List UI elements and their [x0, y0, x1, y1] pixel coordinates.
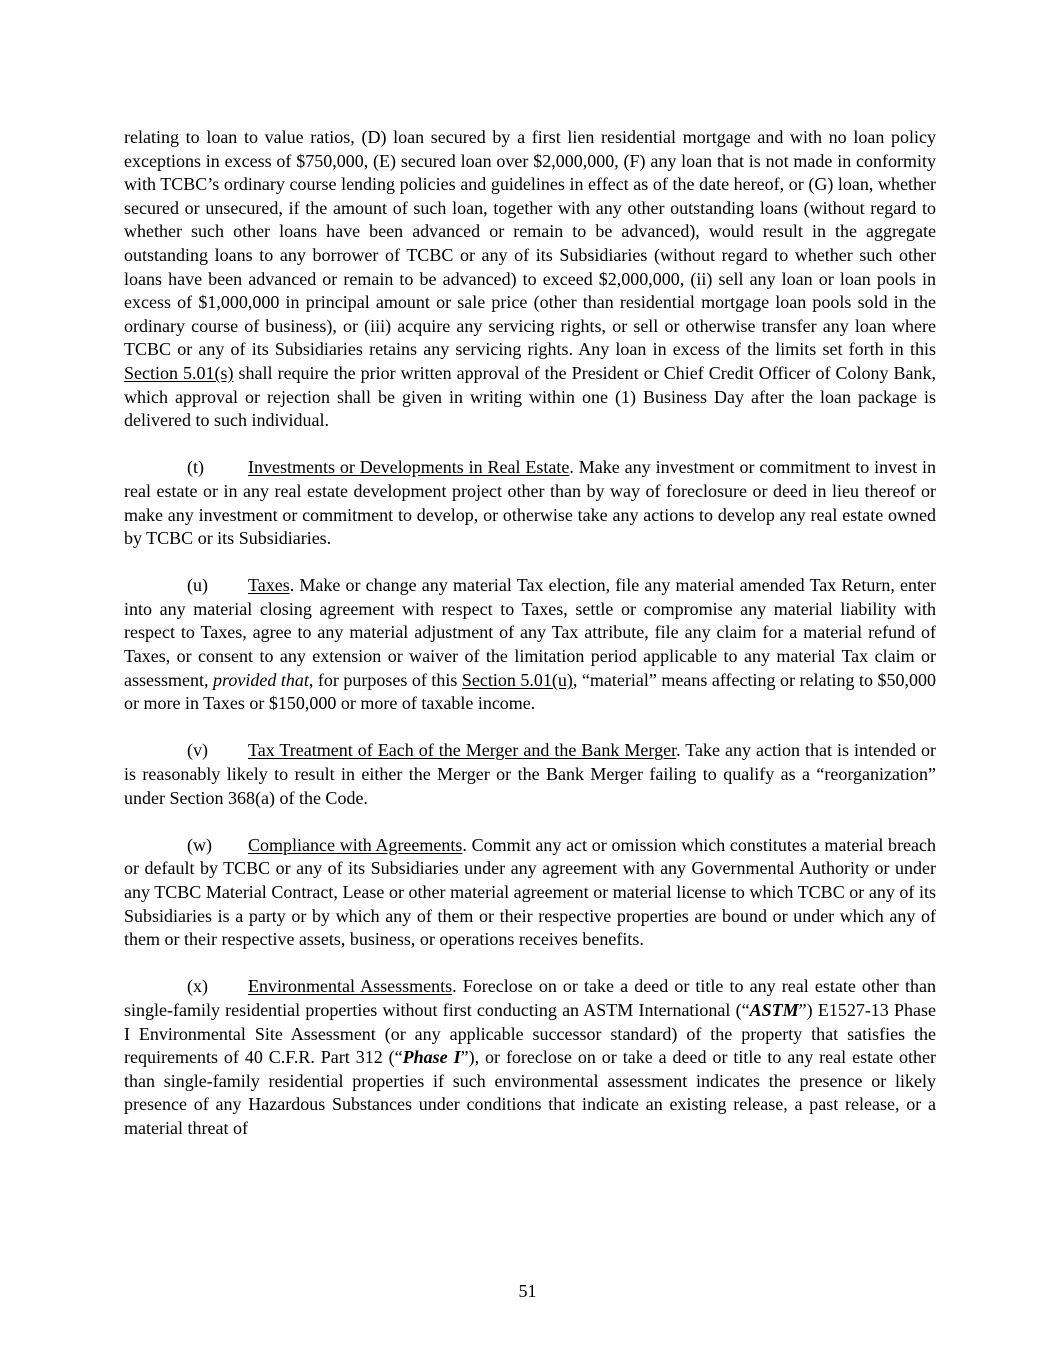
page-number: 51: [518, 1281, 537, 1301]
paragraph-text: shall require the prior written approval of the President or Chief Credit Officer of Colony Bank, which approval or rejection shall be given in writing within one (1) Business Day after the loan package is delivered to such individual.: [124, 362, 936, 431]
paragraph-label: (u): [187, 575, 208, 596]
paragraph-s-continued: [124, 126, 936, 433]
paragraph-text: . Foreclose on or take a deed or title to any real estate other than single-family residential properties without first conducting an ASTM International (“: [124, 976, 937, 1020]
defined-term: Phase I: [402, 1047, 461, 1068]
paragraph-text: ”) E1527-13 Phase I Environmental Site Assessment (or any applicable successor standard) of the property that satisfies the requirements of 40 C.F.R. Part 312 (“: [124, 999, 936, 1068]
paragraph-heading: Taxes: [248, 575, 290, 596]
paragraph-heading: Tax Treatment of Each of the Merger and the Bank Merger: [248, 740, 677, 761]
paragraph-text: . Make or change any material Tax election, file any material amended Tax Return, enter into any material closing agreement with respect to Taxes, settle or compromise any material liability with respect to Taxes, agree to any material adjustment of any Tax attribute, file any claim for a material refund of Taxes, or consent to any extension or waiver of the limitation period applicable to any material Tax claim or assessment,: [124, 575, 936, 690]
paragraph-heading: Compliance with Agreements: [248, 834, 463, 855]
paragraph-w: [124, 834, 936, 952]
paragraph-x: [124, 975, 936, 1140]
paragraph-text: , “material” means affecting or relating to $50,000 or more in Taxes or $150,000 or more of taxable income.: [124, 669, 936, 714]
paragraph-text: relating to loan to value ratios, (D) loan secured by a first lien residential mortgage and with no loan policy exceptions in excess of $750,000, (E) secured loan over $2,000,000, (F) any loan that is not made in conformity with TCBC’s ordinary course lending policies and guidelines in effect as of the date hereof, or (G) loan, whether secured or unsecured, if the amount of such loan, together with any other outstanding loans (without regard to whether such other loans have been advanced or remain to be advanced), would result in the aggregate outstanding loans to any borrower of TCBC or any of its Subsidiaries (without regard to whether such other loans have been advanced or remain to be advanced) to exceed $2,000,000, (ii) sell any loan or loan pools in excess of $1,000,000 in principal amount or sale price (other than residential mortgage loan pools sold in the ordinary course of business), or (iii) acquire any servicing rights, or sell or otherwise transfer any loan where TCBC or any of its Subsidiaries retains any servicing rights. Any loan in excess of the limits set forth in this: [124, 127, 936, 360]
paragraph-v: [124, 739, 936, 810]
paragraph-text: . Take any action that is intended or is reasonably likely to result in either the Merger or the Bank Merger failing to qualify as a “reorganization” under Section 368(a) of the Code.: [124, 740, 936, 808]
paragraph-heading: Investments or Developments in Real Estate: [248, 457, 570, 478]
paragraph-heading: Environmental Assessments: [248, 976, 453, 997]
section-reference: Section 5.01(s): [124, 362, 234, 383]
paragraph-text: . Make any investment or commitment to invest in real estate or in any real estate development project other than by way of foreclosure or deed in lieu thereof or make any investment or commitment to develop, or otherwise take any actions to develop any real estate owned by TCBC or its Subsidiaries.: [124, 457, 937, 549]
document-body: [124, 126, 936, 1164]
paragraph-label: (t): [187, 457, 204, 478]
paragraph-t: [124, 456, 936, 550]
paragraph-text: . Commit any act or omission which constitutes a material breach or default by TCBC or any of its Subsidiaries under any agreement with any Governmental Authority or under any TCBC Material Contract, Lease or other material agreement or material license to which TCBC or any of its Subsidiaries is a party or by which any of them or their respective properties are bound or under which any of them or their respective assets, business, or operations receives benefits.: [124, 834, 937, 950]
paragraph-label: (v): [187, 740, 208, 761]
italic-phrase: provided that: [213, 669, 309, 690]
paragraph-text: , for purposes of this: [308, 669, 462, 690]
paragraph-u: [124, 574, 936, 716]
section-reference: Section 5.01(u): [461, 669, 573, 690]
paragraph-label: (w): [187, 834, 212, 855]
defined-term: ASTM: [749, 999, 799, 1020]
paragraph-label: (x): [187, 976, 208, 997]
paragraph-text: ”), or foreclose on or take a deed or title to any real estate other than single-family residential properties if such environmental assessment indicates the presence or likely presence of any Hazardous Substances under conditions that indicate an existing release, a past release, or a material threat of: [124, 1047, 936, 1138]
